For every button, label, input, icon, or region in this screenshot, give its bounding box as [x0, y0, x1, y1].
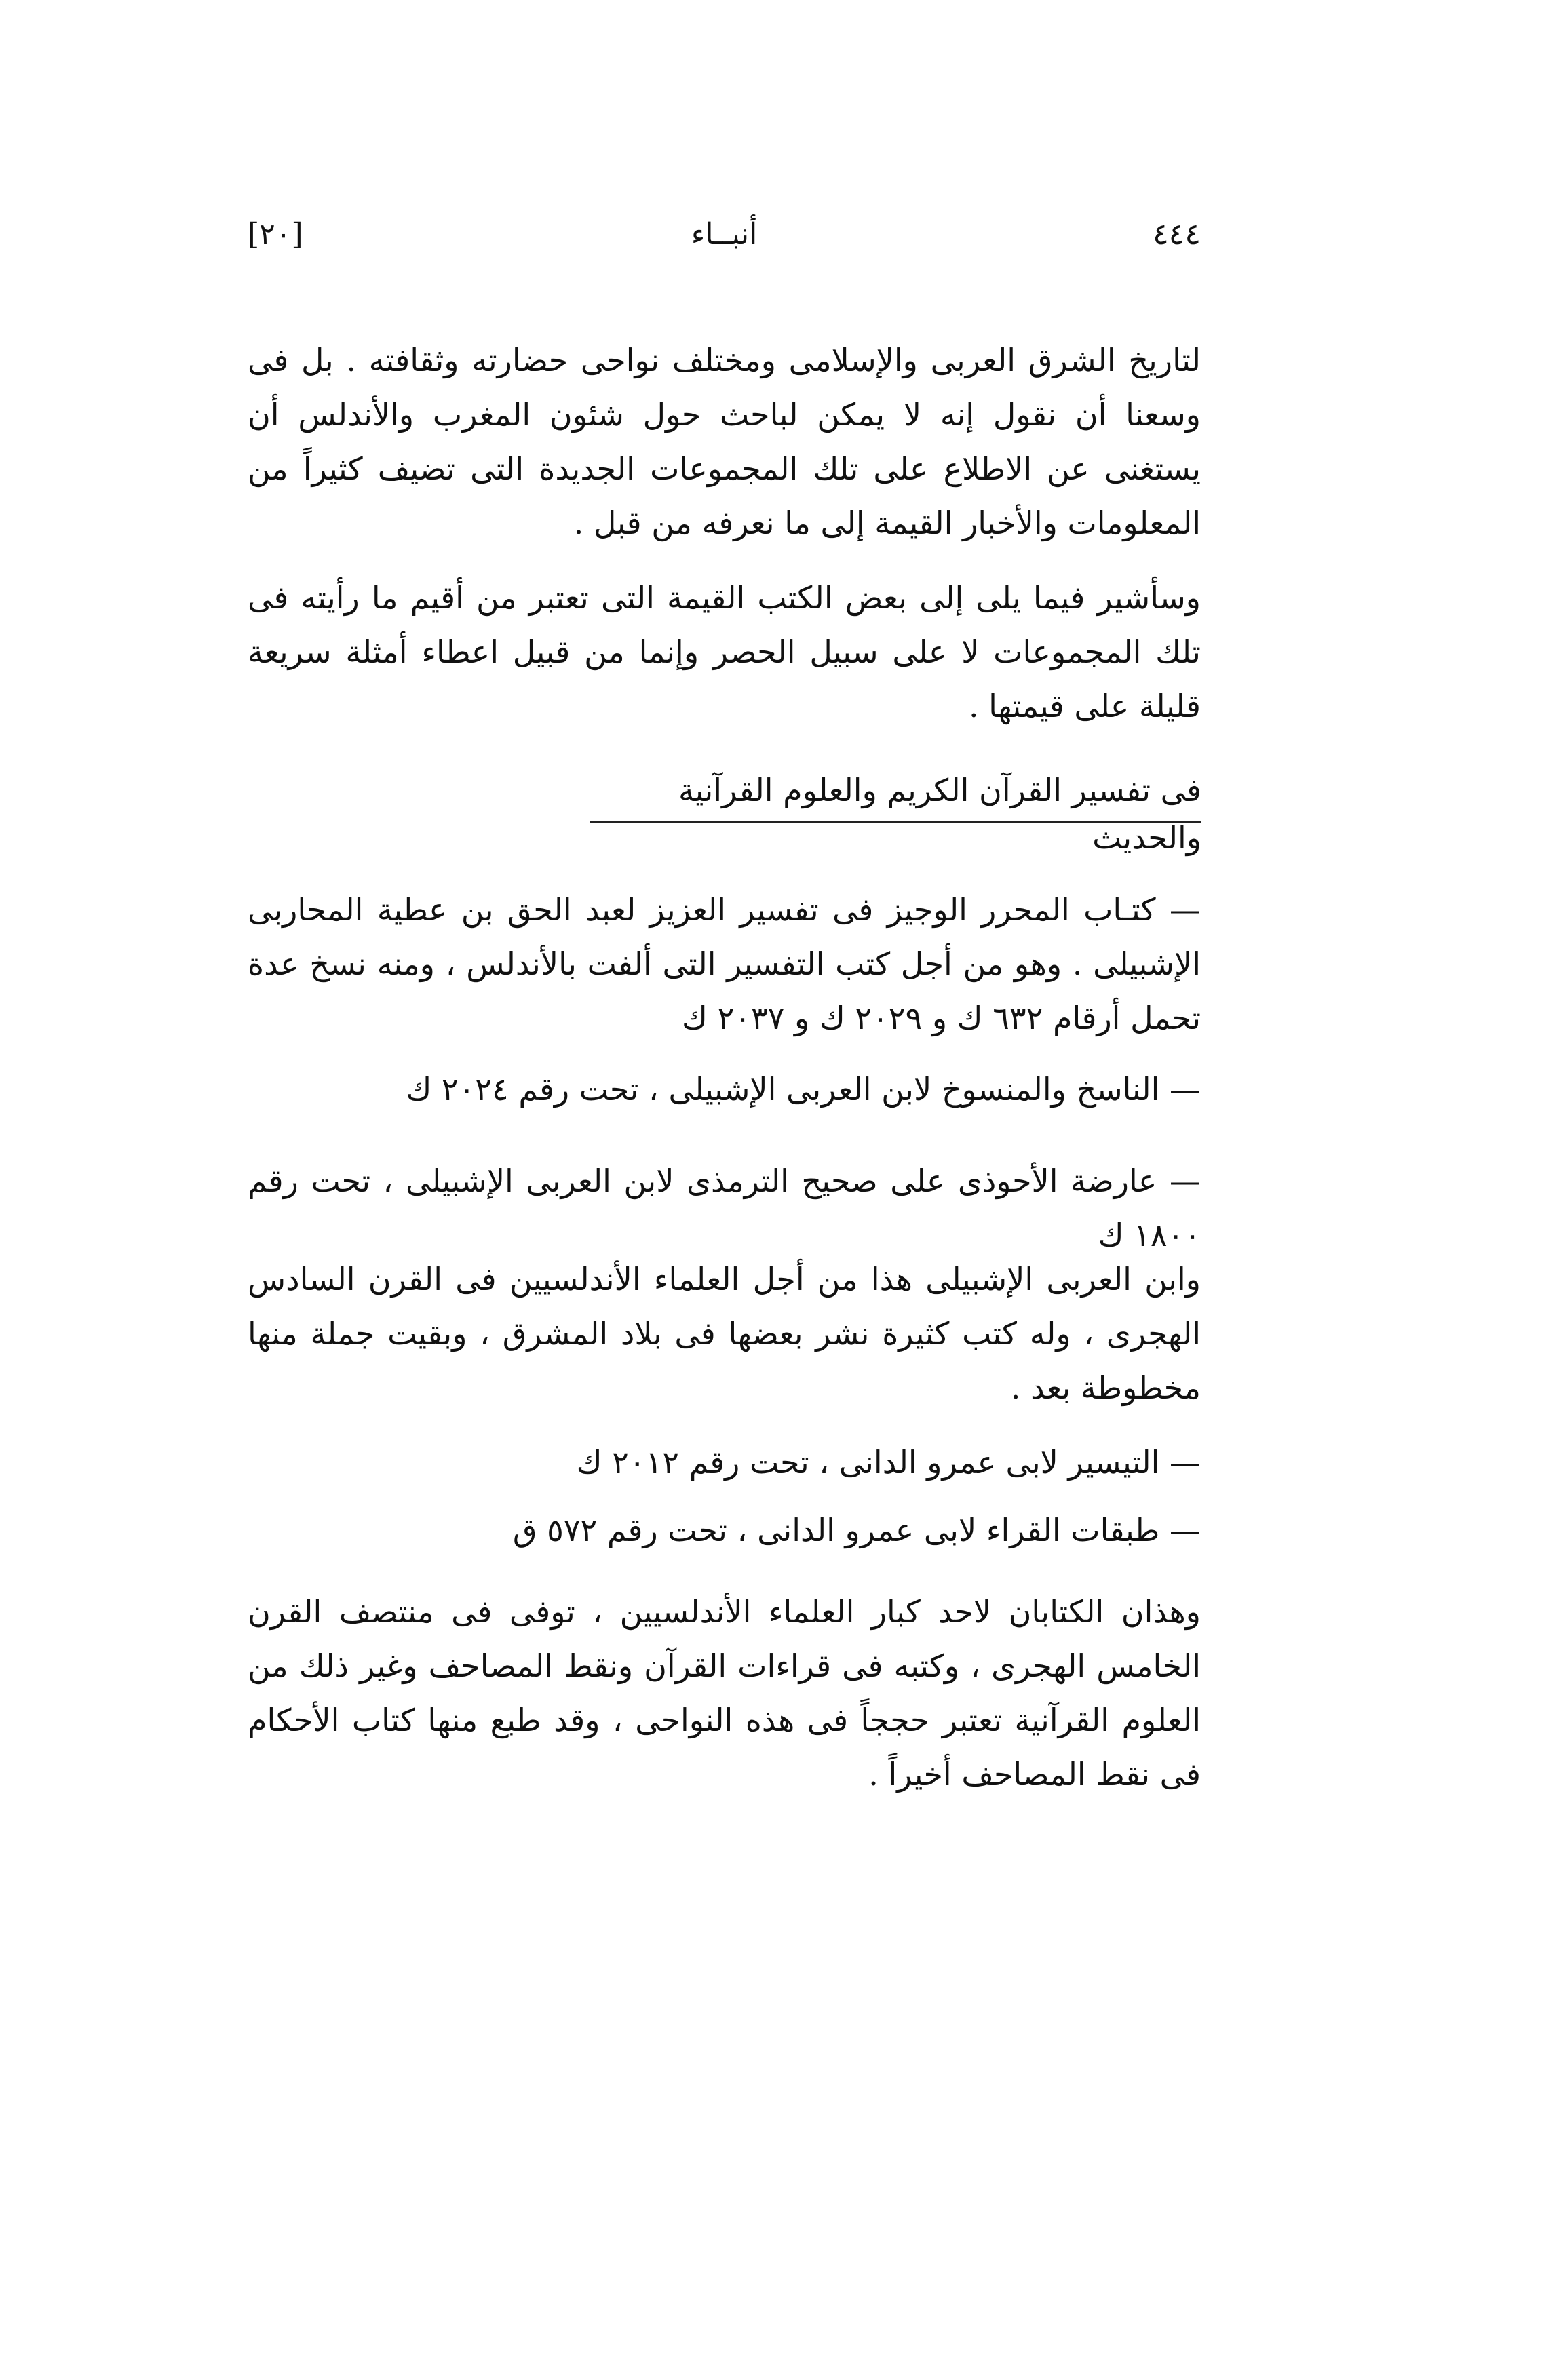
paragraph-dani: وهذان الكتابان لاحد كبار العلماء الأندلسيين ، توفى فى منتصف القرن الخامس الهجرى ، وكتبه فى قراءات القرآن ونقط المصاحف وغير ذلك من العلوم القرآنية تعتبر حججاً فى هذه النواحى ، وقد طبع منها كتاب الأحكام فى نقط المصاحف أخيراً . [248, 1593, 1201, 1793]
list-item-muharrar: — كتـاب المحرر الوجيز فى تفسير العزيز لعبد الحق بن عطية المحاربى الإشبيلى . وهو من أجل كتب التفسير التى ألفت بالأندلس ، ومنه نسخ عدة تحمل أرقام ٦٣٢ ك و ٢٠٢٩ ك و ٢٠٣٧ ك [248, 891, 1201, 1036]
list-item-arida: — عارضة الأحوذى على صحيح الترمذى لابن العربى الإشبيلى ، تحت رقم ١٨٠٠ ك [248, 1163, 1201, 1253]
paragraph-intro: لتاريخ الشرق العربى والإسلامى ومختلف نواحى حضارته وثقافته . بل فى وسعنا أن نقول إنه لا يمكن لباحث حول شئون المغرب والأندلس أن يستغنى عن الاطلاع على تلك المجموعات الجديدة التى تضيف كثيراً من المعلومات والأخبار القيمة إلى ما نعرفه من قبل . [248, 342, 1201, 541]
page-number: ٤٤٤ [1153, 217, 1201, 252]
section-number: [٢٠] [248, 217, 303, 252]
paragraph-pointer: وسأشير فيما يلى إلى بعض الكتب القيمة التى تعتبر من أقيم ما رأيته فى تلك المجموعات لا على سبيل الحصر وإنما من قبيل اعطاء أمثلة سريعة قليلة على قيمتها . [248, 579, 1201, 724]
running-title: أنبــاء [691, 217, 758, 252]
section-heading: فى تفسير القرآن الكريم والعلوم القرآنية والحديث [678, 772, 1201, 856]
page-header [248, 217, 1201, 265]
list-item-tabaqat: — طبقات القراء لابى عمرو الدانى ، تحت رقم ٥٧٢ ق [512, 1512, 1201, 1548]
list-item-nasikh: — الناسخ والمنسوخ لابن العربى الإشبيلى ، تحت رقم ٢٠٢٤ ك [406, 1071, 1201, 1108]
paragraph-ibn-arabi: وابن العربى الإشبيلى هذا من أجل العلماء الأندلسيين فى القرن السادس الهجرى ، وله كتب كثيرة نشر بعضها فى بلاد المشرق ، وبقيت جملة منها مخطوطة بعد . [248, 1261, 1201, 1406]
section-heading-underline [590, 821, 1201, 823]
list-item-taysir: — التيسير لابى عمرو الدانى ، تحت رقم ٢٠١٢ ك [576, 1444, 1201, 1481]
